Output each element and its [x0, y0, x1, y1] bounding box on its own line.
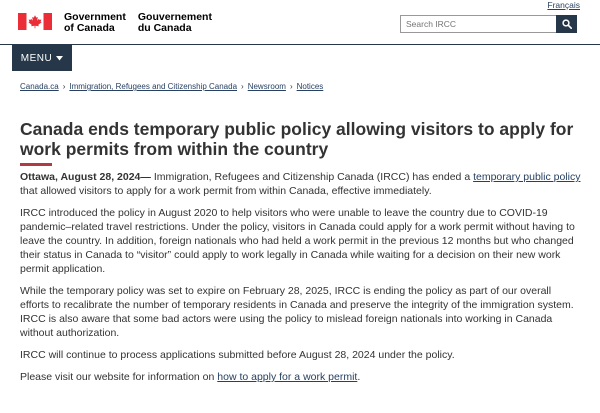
- signature-text: [64, 12, 212, 34]
- chevron-right-icon: ›: [241, 82, 244, 91]
- dateline-date: Ottawa, August 28, 2024: [20, 171, 141, 183]
- chevron-right-icon: ›: [289, 82, 293, 91]
- menu-button-label: MENU: [20, 52, 53, 64]
- dateline: [20, 171, 151, 183]
- paragraph-1-text: Immigration, Refugees and Citizenship Canada (IRCC) has ended a: [150, 171, 474, 183]
- language-toggle-link[interactable]: Français: [547, 0, 580, 10]
- signature-en-line2: of Canada: [64, 22, 115, 34]
- signature-french: [138, 12, 212, 34]
- apply-work-permit-link[interactable]: how to apply for a work permit: [217, 371, 358, 383]
- dateline-dash: —: [140, 171, 151, 183]
- breadcrumb-link-newsroom[interactable]: Newsroom: [247, 82, 286, 91]
- title-underline: [20, 163, 52, 166]
- paragraph-5-text: Please visit our website for information on: [20, 371, 218, 383]
- paragraph-1-text-end: that allowed visitors to apply for a work permit from within Canada, effective immediately.: [20, 185, 432, 197]
- search-input[interactable]: [400, 15, 556, 33]
- article-paragraph-5: [20, 370, 582, 384]
- caret-down-icon: [56, 56, 63, 61]
- menu-bar: [0, 44, 600, 71]
- article-paragraph-4: IRCC will continue to process applications submitted before August 28, 2024 under the policy.: [20, 349, 455, 361]
- article-paragraph-3: While the temporary policy was set to expire on February 28, 2025, IRCC is ending the policy as part of our overall efforts to recalibrate the number of temporary residents in Canada and preserve the integrity of the immigration system. IRCC is also aware that some bad actors were using the policy to mislead foreign nationals into working in Canada without authorization.: [20, 285, 574, 339]
- article-paragraph-1: [20, 170, 582, 198]
- article-paragraph-2: IRCC introduced the policy in August 2020 to help visitors who were unable to leave the country due to COVID-19 pandemic–related travel restrictions. Under the policy, visitors in Canada could apply for a work permit without having to leave the country. In addition, foreign nationals who had held a work permit in the previous 12 months but who changed their status in Canada to “visitor” could apply to work legally in Canada while waiting for a decision on their new work permit application.: [20, 207, 575, 275]
- article-body: [20, 170, 582, 392]
- search-form: [400, 15, 577, 33]
- search-icon: [562, 19, 572, 29]
- signature-fr-line2: du Canada: [137, 22, 192, 34]
- search-button[interactable]: [556, 15, 577, 33]
- government-signature[interactable]: [18, 13, 212, 34]
- temporary-public-policy-link[interactable]: temporary public policy: [473, 171, 581, 183]
- canada-flag-icon: [18, 13, 52, 30]
- chevron-right-icon: ›: [62, 82, 66, 91]
- page-title: Canada ends temporary public policy allowing visitors to apply for work permits from within the country: [20, 119, 574, 159]
- breadcrumb: [20, 82, 323, 91]
- signature-english: [64, 12, 126, 34]
- breadcrumb-link-notices[interactable]: Notices: [296, 82, 324, 91]
- signature-fr-line1: Gouvernement: [137, 11, 212, 23]
- signature-en-line1: Government: [64, 11, 126, 23]
- paragraph-5-end: .: [357, 371, 361, 383]
- breadcrumb-link-canada-ca[interactable]: Canada.ca: [20, 82, 59, 91]
- site-header: [0, 0, 600, 42]
- menu-button[interactable]: [12, 45, 72, 71]
- breadcrumb-link-ircc[interactable]: Immigration, Refugees and Citizenship Canada: [69, 82, 238, 91]
